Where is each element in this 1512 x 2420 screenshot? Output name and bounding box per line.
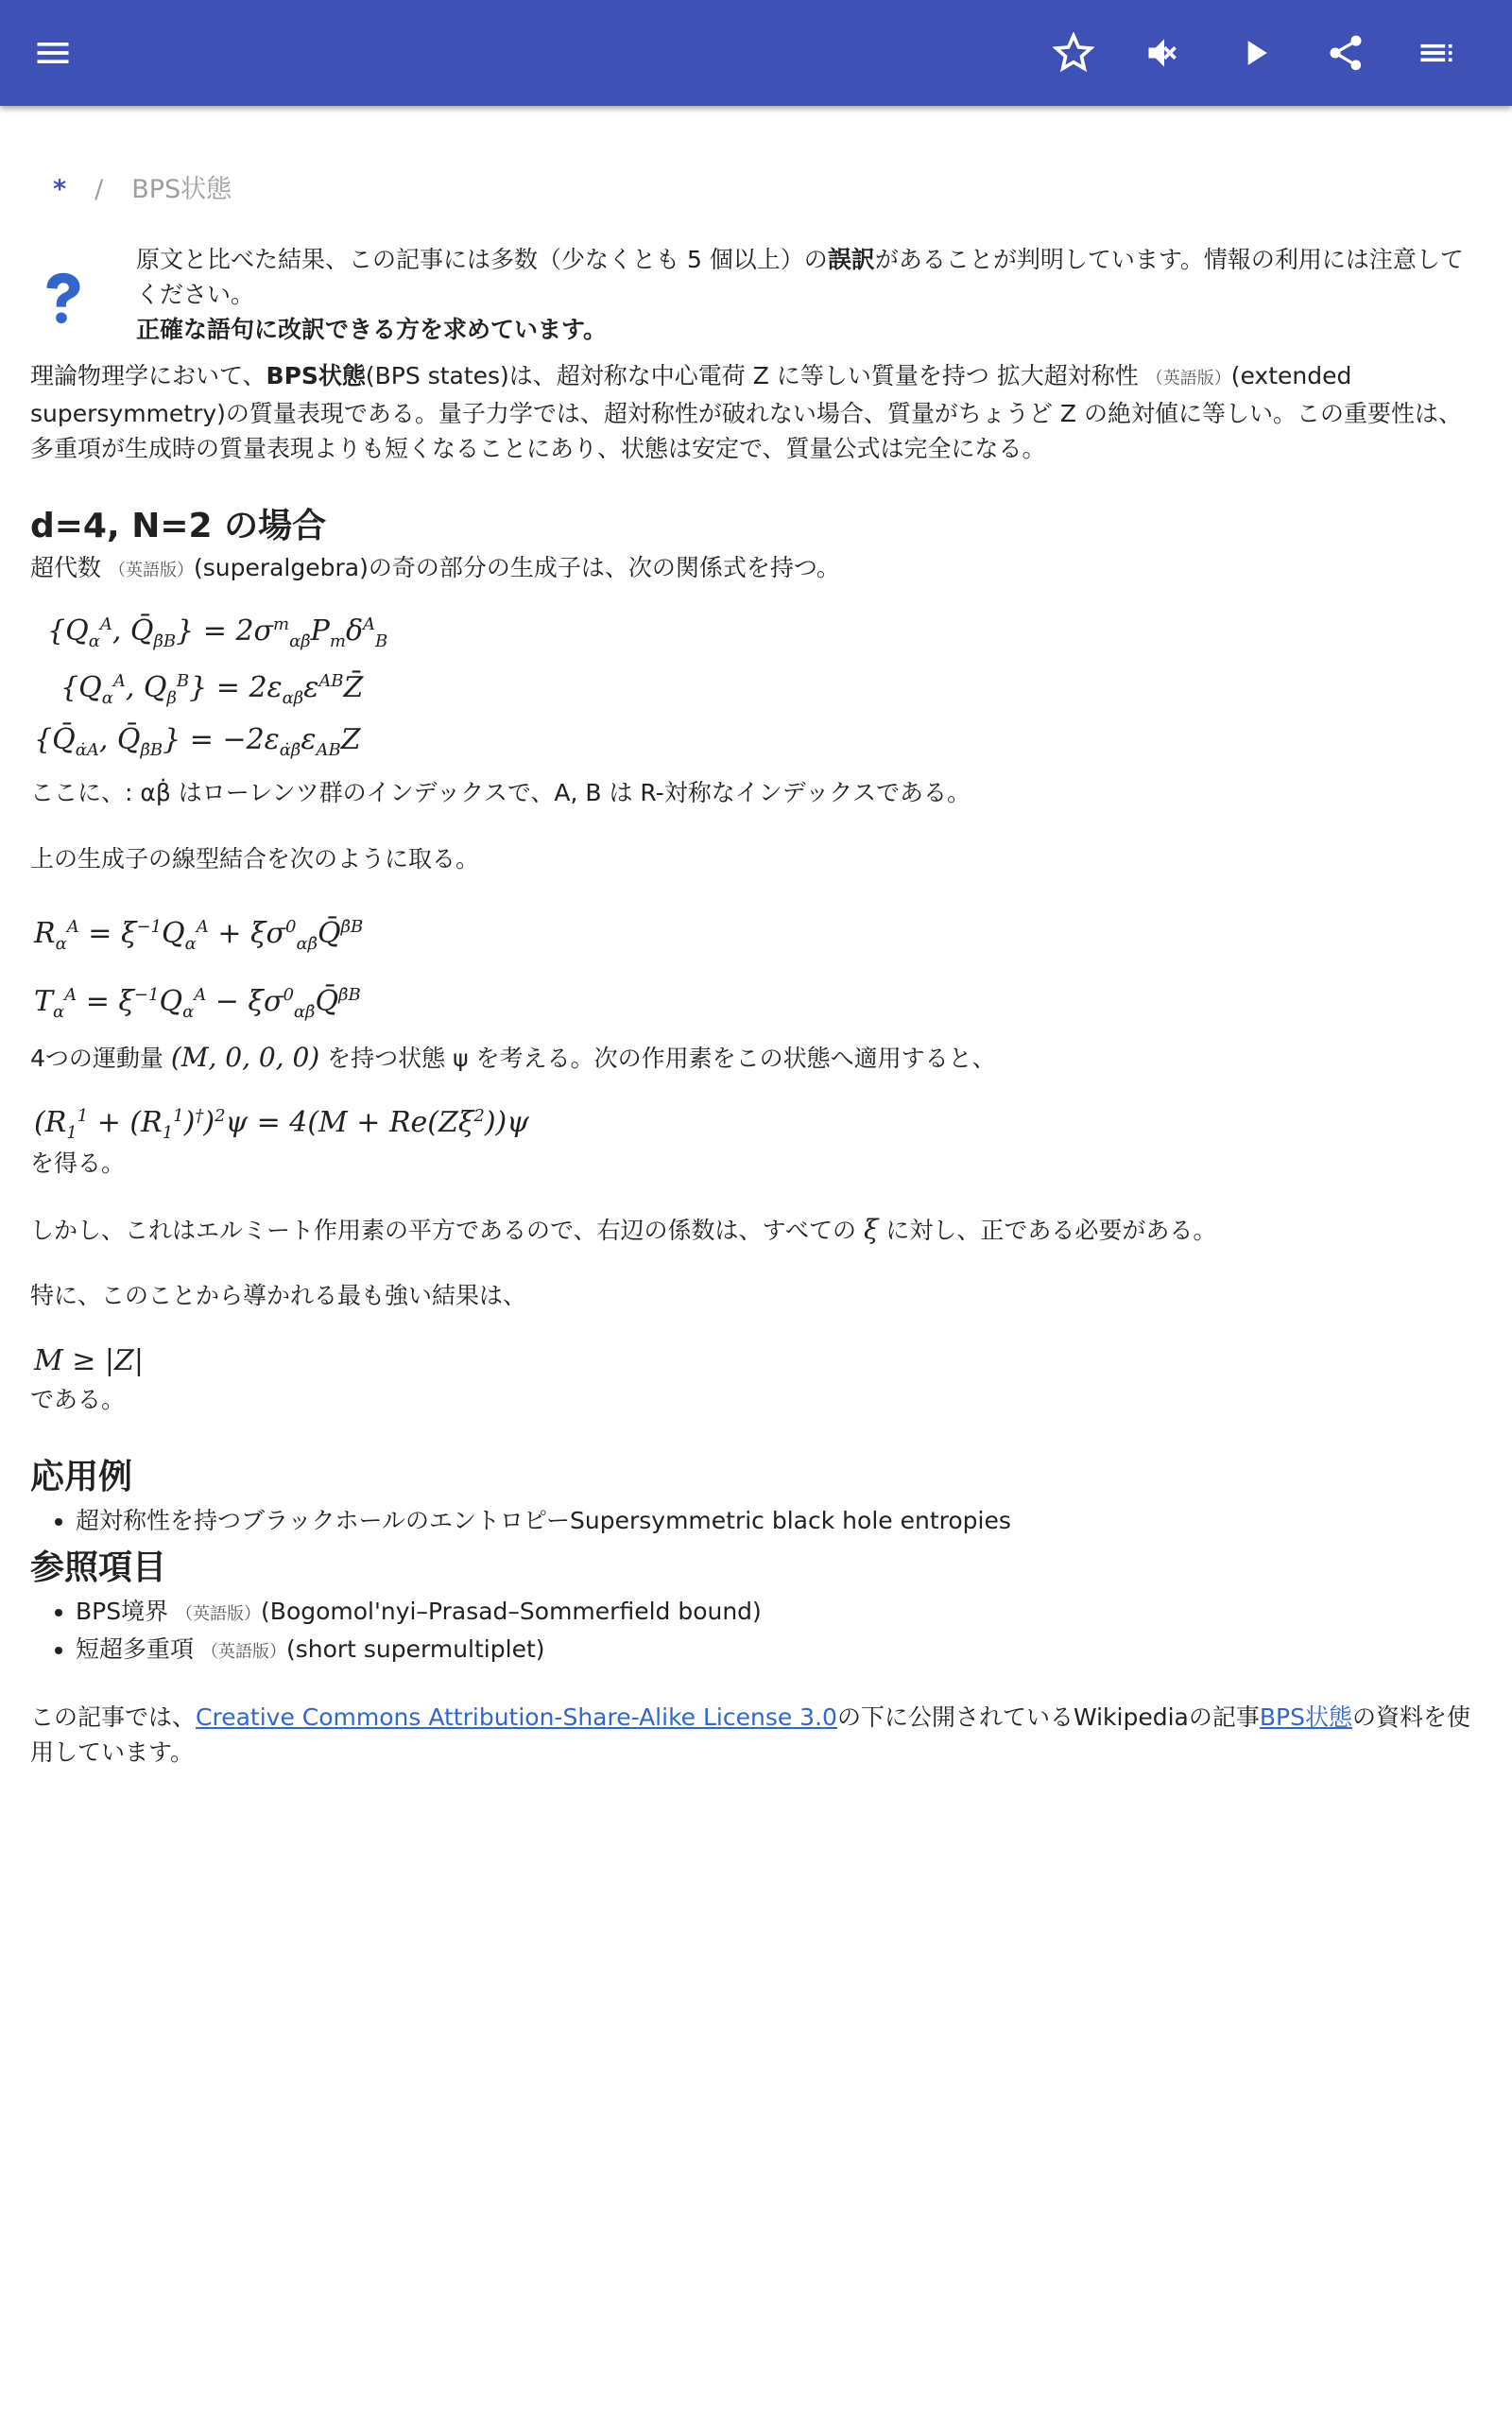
equation-6: $(R_1^1 + (R_1^1)^\dagger)^2\psi = 4(M + Re(Z\xi^2))\psi$ bbox=[34, 1106, 529, 1143]
footer-text-a: この記事では、 bbox=[30, 1703, 197, 1731]
item1-text-b: (Bogomol'nyi–Prasad–Sommerfield bound) bbox=[261, 1598, 762, 1625]
section-heading-d4n2: d=4, N=2 の場合 bbox=[30, 507, 327, 545]
question-mark-icon bbox=[30, 265, 96, 331]
star-icon[interactable] bbox=[1045, 25, 1102, 81]
intro-text-a: 理論物理学において、 bbox=[30, 362, 266, 389]
breadcrumb-current: BPS状態 bbox=[131, 175, 232, 204]
app-bar bbox=[0, 0, 1512, 106]
p6-text-b: に対し、正である必要がある。 bbox=[878, 1217, 1217, 1244]
item2-text-b: (short supermultiplet) bbox=[285, 1635, 545, 1663]
intro-text-b: (BPS states)は、超対称な中心電荷 Z に等しい質量を持つ 拡大超対称性 bbox=[365, 362, 1146, 389]
section1-p7: 特に、このことから導かれる最も強い結果は、 bbox=[30, 1282, 527, 1309]
see-also-list bbox=[30, 1594, 1471, 1669]
breadcrumb-root[interactable]: * bbox=[53, 175, 67, 204]
section1-p5: を得る。 bbox=[30, 1150, 126, 1177]
item2-text-a: 短超多重項 bbox=[76, 1635, 201, 1663]
section1-p8: である。 bbox=[30, 1386, 126, 1413]
p4-text-b: を持つ状態 ψ を考える。次の作用素をこの状態へ適用すると、 bbox=[319, 1045, 996, 1072]
equation-3: {$Q̄_{\alphȧA}$, $Q̄_{\betȧB}\} = -2\varepsilon_{\alphȧ\betȧ}\varepsilon_{AB}Z$ bbox=[34, 723, 361, 760]
p1-text-a: 超代数 bbox=[30, 554, 109, 581]
english-version-tag[interactable]: （英語版） bbox=[108, 561, 194, 580]
notice-text-2: があることが判明しています。情報の利用には注意してください。 bbox=[136, 246, 1464, 308]
notice-bold: 誤訳 bbox=[827, 246, 875, 273]
section1-p2: ここに、: αβ̇ はローレンツ群のインデックスで、A, B は R-対称なインデックスである。 bbox=[30, 779, 971, 806]
section-heading-applications: 応用例 bbox=[30, 1458, 133, 1496]
intro-text-c: (extended supersymmetry)の質量表現である。量子力学では、超対称性が破れない場合、質量がちょうど Z の絶対値に等しい。この重要性は、多重項が生成時の質量表現よりも短くなることにあり、状態は安定で、質量公式は完全になる。 bbox=[30, 362, 1462, 462]
section1-p1 bbox=[30, 550, 1471, 588]
share-icon[interactable] bbox=[1317, 25, 1374, 81]
p6-text-a: しかし、これはエルミート作用素の平方であるので、右辺の係数は、すべての bbox=[30, 1217, 864, 1244]
applications-list bbox=[30, 1503, 1471, 1538]
equation-7: M ≥ |Z| bbox=[34, 1344, 144, 1377]
play-icon[interactable] bbox=[1227, 25, 1283, 81]
section1-p3: 上の生成子の線型結合を次のように取る。 bbox=[30, 845, 480, 873]
equation-4: $R_\alpha^A = \xi^{-1}Q_\alpha^A$ + $\xi\sigma^0_{\alpha\betȧ}Q̄^{\betȧB}$ bbox=[34, 917, 364, 954]
list-item: • 超対称性を持つブラックホールのエントロピーSupersymmetric black hole entropies bbox=[76, 1503, 1471, 1538]
license-footer bbox=[30, 1700, 1471, 1770]
equation-1: {$Q_\alpha^A$, $Q̄_{\betȧB}\} = 2\sigma^m_{\alpha\betȧ}P_m\delta^A_B$ bbox=[47, 614, 388, 651]
license-link[interactable]: Creative Commons Attribution-Share-Alike License 3.0 bbox=[196, 1703, 837, 1731]
notice-text-1: 原文と比べた結果、この記事には多数（少なくとも 5 個以上）の bbox=[136, 246, 828, 273]
toc-icon[interactable] bbox=[1408, 25, 1465, 81]
xi-math: ξ bbox=[863, 1214, 879, 1245]
equation-5: $T_\alpha^A = \xi^{-1}Q_\alpha^A$ − $\xi\sigma^0_{\alpha\betȧ}Q̄^{\betȧB}$ bbox=[34, 985, 361, 1022]
mute-icon[interactable] bbox=[1136, 25, 1193, 81]
equation-2: {$Q_\alpha^A$, $Q_\beta^B$} = $2\varepsilon_{\alpha\beta}\varepsilon^{AB}Z̄$ bbox=[60, 671, 364, 708]
list-item[interactable] bbox=[76, 1632, 1471, 1669]
english-version-tag[interactable]: （英語版） bbox=[200, 1642, 286, 1662]
momentum-math: (M, 0, 0, 0) bbox=[170, 1042, 320, 1073]
breadcrumb bbox=[53, 168, 232, 205]
section1-p4 bbox=[30, 1040, 1471, 1076]
footer-text-c: の資料を使用しています。 bbox=[30, 1703, 1470, 1766]
intro-paragraph bbox=[30, 358, 1471, 466]
section-heading-see-also: 参照項目 bbox=[30, 1548, 167, 1587]
hamburger-menu-icon[interactable] bbox=[25, 25, 81, 81]
notice-request: 正確な語句に改訳できる方を求めています。 bbox=[136, 316, 608, 343]
intro-bold: BPS状態 bbox=[266, 362, 366, 389]
footer-text-b: の下に公開されているWikipediaの記事 bbox=[836, 1703, 1260, 1731]
p4-text-a: 4つの運動量 bbox=[30, 1045, 171, 1072]
section1-p6 bbox=[30, 1212, 1471, 1248]
item1-text-a: BPS境界 bbox=[76, 1598, 177, 1625]
mistranslation-notice bbox=[30, 242, 1471, 347]
breadcrumb-separator: / bbox=[94, 175, 104, 204]
english-version-tag[interactable]: （英語版） bbox=[176, 1604, 262, 1624]
list-item[interactable] bbox=[76, 1594, 1471, 1632]
english-version-tag[interactable]: （英語版） bbox=[1145, 369, 1231, 389]
p1-text-b: (superalgebra)の奇の部分の生成子は、次の関係式を持つ。 bbox=[193, 554, 840, 581]
wikipedia-article-link[interactable]: BPS状態 bbox=[1259, 1703, 1352, 1731]
